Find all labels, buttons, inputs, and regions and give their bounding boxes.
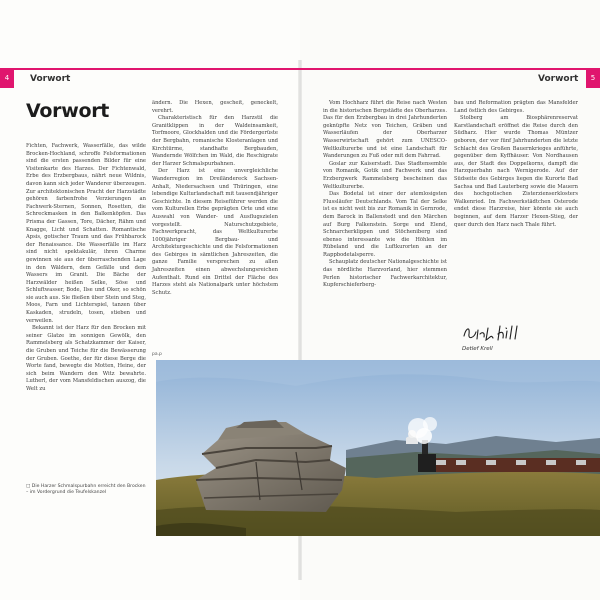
author-signature: [460, 322, 550, 344]
text-column-1: [26, 143, 146, 394]
paragraph: Schauplatz deutscher Nationalgeschichte ist das nördliche Harzvorland, hier stemmen Perlen historischer Fachwerkarchitektur, Kupferschieferberg-: [323, 259, 447, 289]
text-column-3: [323, 100, 447, 290]
paragraph: Charakteristisch für den Harzstil die Granitklippen in der Waldeinsamkeit, Torfmoore, Glockhalden und die Fördergerüste der Bergbahn, romanische Klosteranlagen und Kirchtürme, standhafte Bergbauden, Wandernde Wölfchen im Wald, die Reschigrate der Harzer Schmalspurbahnen.: [152, 115, 278, 167]
paragraph: bau und Reformation prägten das Mansfelder Land östlich des Gebirges.: [454, 100, 578, 114]
text-column-4: [454, 100, 578, 229]
paragraph: Fichten, Fachwerk, Wasserfälle, das wilde Brocken-Hochland, schroffe Felsformationen sind die ersten passenden Bilder für eine Visitenkarte des Harzes. Der Fichtenwald, Erbe des Erzbergbaus, nährt neue Wildnis, davon kann sich jeder Wanderer überzeugen. Zur architektonischen Pracht der Harzstädte gehören farbenfrohe Verzierungen an Fachwerk-Sternen, Sonnen, Rosetten, die Schreckmasken in den Balkenköpfen. Das Prisma der Gassen, Tore, Dächer, Rähm und Knagge, Licht und Schatten. Romantische Apsis, gotischer Traum und das Frühbarock der Renaissance. Die Wasserfälle im Harz sind nicht spektakulär, ihren Charme gewinnen sie aus der überraschenden Lage in den Wäldern, dem Gefälle und dem Wassers im Granit. Die Bäche der Harzwälder heißen Selke, Söse und Schluftwasser, Bode, Ilse und Oker, so schön sie auch aus. Sie fließen über Stein und Steg, Moos, Farn und Lichterspiel, tanzen über Kaskaden, strudeln, tosen, stieben und verweilen.: [26, 143, 146, 324]
paragraph: Vom Hochharz führt die Reise nach Westen in die historischen Bergstädte des Oberharzes. Das für den Erzbergbau in drei Jahrhunderten geknüpfte Netz von Teichen, Gräben und Wasserläufen der Oberharzer Wasserwirtschaft gehört zum UNESCO-Weltkulturerbe und ist eine Landschaft für Wanderungen zu Fuß oder mit dem Fahrrad.: [323, 100, 447, 160]
photo-credit: pa.p: [152, 352, 162, 357]
article-heading: Vorwort: [26, 100, 110, 122]
text-column-2: [152, 100, 278, 297]
left-page-number: 4: [0, 68, 14, 88]
right-running-title: Vorwort: [538, 74, 579, 84]
signature-name: Detlef Krell: [462, 346, 493, 352]
paragraph: Goslar zur Kaiserstadt. Das Stadtensemble von Romanik, Gotik und Fachwerk und das Erzbergwerk Rammelsberg bescheinen das Weltkulturerbe.: [323, 160, 447, 190]
right-header-rule: [300, 68, 586, 70]
left-header-rule: [0, 68, 300, 70]
right-page-number: 5: [586, 68, 600, 88]
paragraph: ändern. Die Hexen, gescheit, geneckelt, verehrt.: [152, 100, 278, 114]
photo-caption: □ Die Harzer Schmalspurbahn erreicht den Brocken – im Vordergrund die Teufelskanzel: [26, 484, 146, 496]
paragraph: Der Harz ist eine unvergleichliche Wanderregion im Dreiländereck Sachsen-Anhalt, Niedersachsen und Thüringen, eine lebendige Kulturlandschaft mit tausendjähriger Geschichte. In diesem Reiseführer werden die vom Kulturellen Erbe geprägten Orte und eine Auswahl von Wander- und Ausflugszielen vorgestellt. Naturschutzgebiete, Fachwerkpracht, das Weltkulturerbe 1000jähriger Bergbau- und Architekturgeschichte und die Felsformationen des Gebirges in sämtlichen Jahreszeiten, die ganze Familie versprechen zu allen Jahreszeiten einen abwechslungsreichen Aufenthalt. Rund ein Drittel der Fläche des Harzes steht als Nationalpark unter höchstem Schutz.: [152, 168, 278, 296]
paragraph: Stolberg am Biosphärenreservat Karstlandschaft eröffnet die Reise durch den Südharz. Hier wurde Thomas Müntzer geboren, der vor fünf Jahrhunderten die letzte Schlacht des Großen Bauernkrieges anführte, gegenüber dem Kyffhäuser. Von Nordhausen aus, der Stadt des Doppelkorns, dampft die Harzquerbahn nach Wernigerode. Auf der Südseite des Gebirges liegen die Kurorte Bad Sachsa und Bad Lauterberg sowie die Mauern des hochgotischen Zisterzienserklosters Walkenried. Im Fachwerkstädtchen Osterode endet diese Harzreise, hier könnte sie auch beginnen, auf dem Harzer Hexen-Stieg, der quer durch den Harz nach Thale führt.: [454, 115, 578, 228]
paragraph: Das Bodetal ist einer der atemlosigsten Flussläufer Deutschlands. Vom Tal der Selke ist es nicht weit bis zur Romanik in Gernrode, dem Barock in Ballenstedt und den Märchen auf Burg Falkenstein. Sorge und Elend, Schnarcherklippen und Stöcheniberg sind ebenso interessante wie die Höhlen im Rübeland und die Luftkurorten an der Rappbodetalsperre.: [323, 191, 447, 258]
brocken-landscape-photo: [156, 360, 600, 536]
left-running-title: Vorwort: [30, 74, 71, 84]
paragraph: Bekannt ist der Harz für den Brocken mit seiner Glatze im sonnigen Gewölk, den Rammelsberg als Schatzkammer der Kaiser, die Gruben und Teiche für die Bewässerung der Gruben. Goethe, der für diese Berge die Worte fand, bewegte die Motten, Heine, der sich beim Wandern den Witz bewahrte. Lutherl, der vom Mansfeldischen auszog, die Welt zu: [26, 325, 146, 392]
